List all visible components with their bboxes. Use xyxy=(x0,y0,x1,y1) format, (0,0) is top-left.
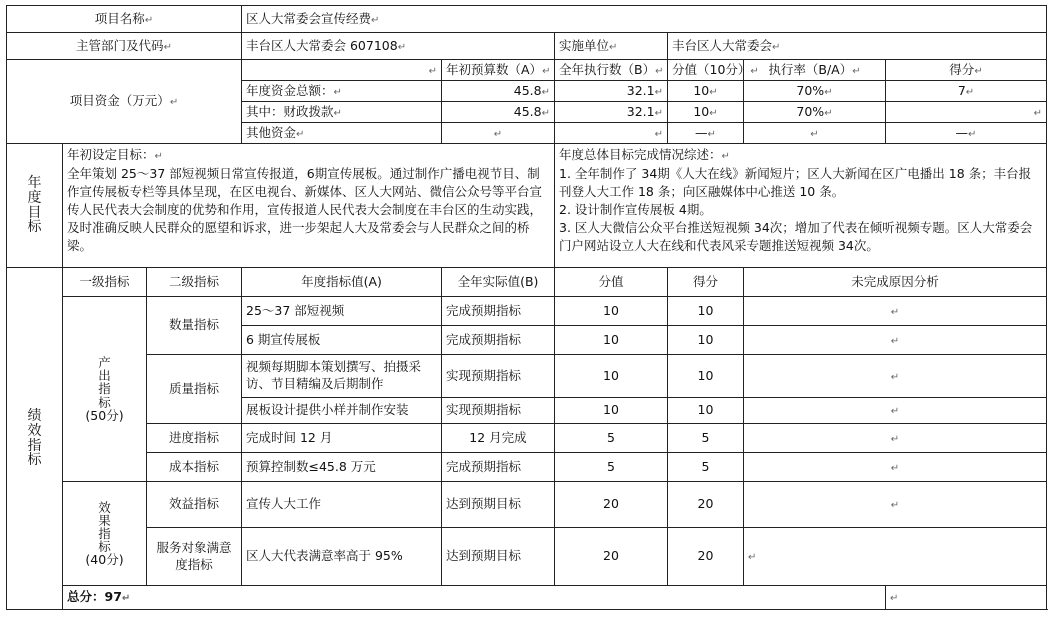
project-name-value: 区人大常委会宣传经费↵ xyxy=(242,6,1047,33)
initial-goals-text: 全年策划 25～37 部短视频日常宣传报道，6期宣传展板。通过制作广播电视节目、制作宣传展板专栏等具体呈现，在区电视台、新媒体、区人大网站、微信公众号等平台宣传人民代表大会制度的优势和作用，宣传报道人民代表大会制度在丰台区的生动实践，及时准确反映人民群众的愿望和诉求，进一步架起人大及常委会与人民群众之间的桥梁。 xyxy=(67,165,543,253)
perf-header: 年度指标值(A) xyxy=(242,268,442,297)
total-score: 总分：97↵ xyxy=(63,586,886,610)
perf-row xyxy=(7,453,1047,482)
target-value: 宣传人大工作 xyxy=(242,482,442,528)
funds-row-budget: ↵ xyxy=(442,123,555,144)
reason-value: ↵ xyxy=(744,297,1047,326)
funds-row-name: 年度资金总额：↵ xyxy=(242,81,442,102)
funds-row-budget: 45.8↵ xyxy=(442,81,555,102)
perf-header: 一级指标 xyxy=(63,268,147,297)
perf-header: 全年实际值(B) xyxy=(442,268,555,297)
col-rate: 执行率（B/A）↵ xyxy=(744,60,886,81)
actual-value: 实现预期指标 xyxy=(442,398,555,424)
target-value: 6 期宣传展板 xyxy=(242,326,442,355)
progress-indicator: 进度指标 xyxy=(147,424,242,453)
cost-indicator: 成本指标 xyxy=(147,453,242,482)
perf-row xyxy=(7,297,1047,326)
funds-row-budget: 45.8↵ xyxy=(442,102,555,123)
perf-label: 绩 效 指 标 xyxy=(7,268,63,610)
reason-value: ↵ xyxy=(744,482,1047,528)
funds-label: 项目资金（万元）↵ xyxy=(7,60,242,144)
got-value: 5 xyxy=(668,424,744,453)
score-value: 20 xyxy=(555,482,668,528)
funds-row-score: —↵ xyxy=(668,123,744,144)
score-value: 10 xyxy=(555,297,668,326)
reason-value: ↵ xyxy=(744,355,1047,398)
perf-row xyxy=(7,424,1047,453)
reason-value: ↵ xyxy=(744,453,1047,482)
reason-value: ↵ xyxy=(744,424,1047,453)
total-blank: ↵ xyxy=(886,586,1047,610)
col-exec: 全年执行数（B）↵ xyxy=(555,60,668,81)
total-row xyxy=(7,586,1047,610)
funds-row-rate: 70%↵ xyxy=(744,102,886,123)
funds-blank-header: ↵ xyxy=(242,60,442,81)
funds-row-exec: 32.1↵ xyxy=(555,102,668,123)
score-value: 5 xyxy=(555,453,668,482)
funds-header-row xyxy=(7,60,1047,81)
target-value: 区人大代表满意率高于 95% xyxy=(242,528,442,586)
perf-row xyxy=(7,355,1047,398)
perf-header: 二级指标 xyxy=(147,268,242,297)
effect-indicator-label: 效 果 指 标 (40分) xyxy=(63,482,147,586)
funds-row-rate: ↵ xyxy=(744,123,886,144)
actual-value: 达到预期目标 xyxy=(442,528,555,586)
funds-row-exec: 32.1↵ xyxy=(555,81,668,102)
actual-value: 完成预期指标 xyxy=(442,453,555,482)
score-value: 20 xyxy=(555,528,668,586)
actual-value: 实现预期指标 xyxy=(442,355,555,398)
funds-row-got: ↵ xyxy=(886,102,1047,123)
got-value: 5 xyxy=(668,453,744,482)
actual-value: 完成预期指标 xyxy=(442,297,555,326)
funds-row-exec: ↵ xyxy=(555,123,668,144)
score-value: 10 xyxy=(555,326,668,355)
output-indicator-label: 产 出 指 标 (50分) xyxy=(63,297,147,482)
initial-goals xyxy=(63,144,555,268)
perf-header: 得分 xyxy=(668,268,744,297)
funds-row-score: 10↵ xyxy=(668,102,744,123)
goals-label: 年 度 目 标 xyxy=(7,144,63,268)
got-value: 20 xyxy=(668,528,744,586)
perf-row xyxy=(7,528,1047,586)
goals-summary-title: 年度总体目标完成情况综述：↵ xyxy=(559,147,730,162)
target-value: 完成时间 12 月 xyxy=(242,424,442,453)
project-name-label: 项目名称↵ xyxy=(7,6,242,33)
department-row xyxy=(7,33,1047,60)
initial-goals-title: 年初设定目标：↵ xyxy=(67,147,163,162)
score-value: 10 xyxy=(555,398,668,424)
col-got: 得分↵ xyxy=(886,60,1047,81)
goals-summary-line: 2. 设计制作宣传展板 4期。 xyxy=(559,201,712,217)
goals-row xyxy=(7,144,1047,268)
goals-summary xyxy=(555,144,1047,268)
target-value: 预算控制数≤45.8 万元 xyxy=(242,453,442,482)
got-value: 20 xyxy=(668,482,744,528)
dept-label: 主管部门及代码↵ xyxy=(7,33,242,60)
dept-value: 丰台区人大常委会 607108↵ xyxy=(242,33,555,60)
col-score: 分值（10分）↵ xyxy=(668,60,744,81)
reason-value: ↵ xyxy=(744,326,1047,355)
got-value: 10 xyxy=(668,326,744,355)
impl-label: 实施单位↵ xyxy=(555,33,668,60)
col-budget: 年初预算数（A）↵ xyxy=(442,60,555,81)
perf-header-row xyxy=(7,268,1047,297)
actual-value: 12 月完成 xyxy=(442,424,555,453)
actual-value: 达到预期目标 xyxy=(442,482,555,528)
reason-value: ↵ xyxy=(744,528,1047,586)
funds-row-score: 10↵ xyxy=(668,81,744,102)
project-name-row xyxy=(7,6,1047,33)
target-value: 25～37 部短视频 xyxy=(242,297,442,326)
perf-header: 未完成原因分析 xyxy=(744,268,1047,297)
score-value: 5 xyxy=(555,424,668,453)
funds-row-got: —↵ xyxy=(886,123,1047,144)
score-value: 10 xyxy=(555,355,668,398)
got-value: 10 xyxy=(668,297,744,326)
actual-value: 完成预期指标 xyxy=(442,326,555,355)
performance-evaluation-form xyxy=(6,5,1046,610)
funds-row-name: 其中：财政拨款↵ xyxy=(242,102,442,123)
funds-row-got: 7↵ xyxy=(886,81,1047,102)
target-value: 视频每期脚本策划撰写、拍摄采访、节目精编及后期制作 xyxy=(242,355,442,398)
perf-row xyxy=(7,482,1047,528)
funds-row-name: 其他资金↵ xyxy=(242,123,442,144)
got-value: 10 xyxy=(668,398,744,424)
quantity-indicator: 数量指标 xyxy=(147,297,242,355)
reason-value: ↵ xyxy=(744,398,1047,424)
evaluation-table xyxy=(6,5,1047,610)
got-value: 10 xyxy=(668,355,744,398)
goals-summary-line: 1. 全年制作了 34期《人大在线》新闻短片；区人大新闻在区广电播出 18 条；丰台报刊登人大工作 18 条；向区融媒体中心推送 10 条。 xyxy=(559,165,1032,199)
perf-header: 分值 xyxy=(555,268,668,297)
benefit-indicator: 效益指标 xyxy=(147,482,242,528)
target-value: 展板设计提供小样并制作安装 xyxy=(242,398,442,424)
satisfaction-indicator: 服务对象满意度指标 xyxy=(147,528,242,586)
funds-row-rate: 70%↵ xyxy=(744,81,886,102)
quality-indicator: 质量指标 xyxy=(147,355,242,424)
impl-value: 丰台区人大常委会↵ xyxy=(668,33,1047,60)
goals-summary-line: 3. 区人大微信公众平台推送短视频 34次；增加了代表在倾听视频专题。区人大常委会门户网站设立人大在线和代表风采专题推送短视频 34次。 xyxy=(559,219,1033,253)
